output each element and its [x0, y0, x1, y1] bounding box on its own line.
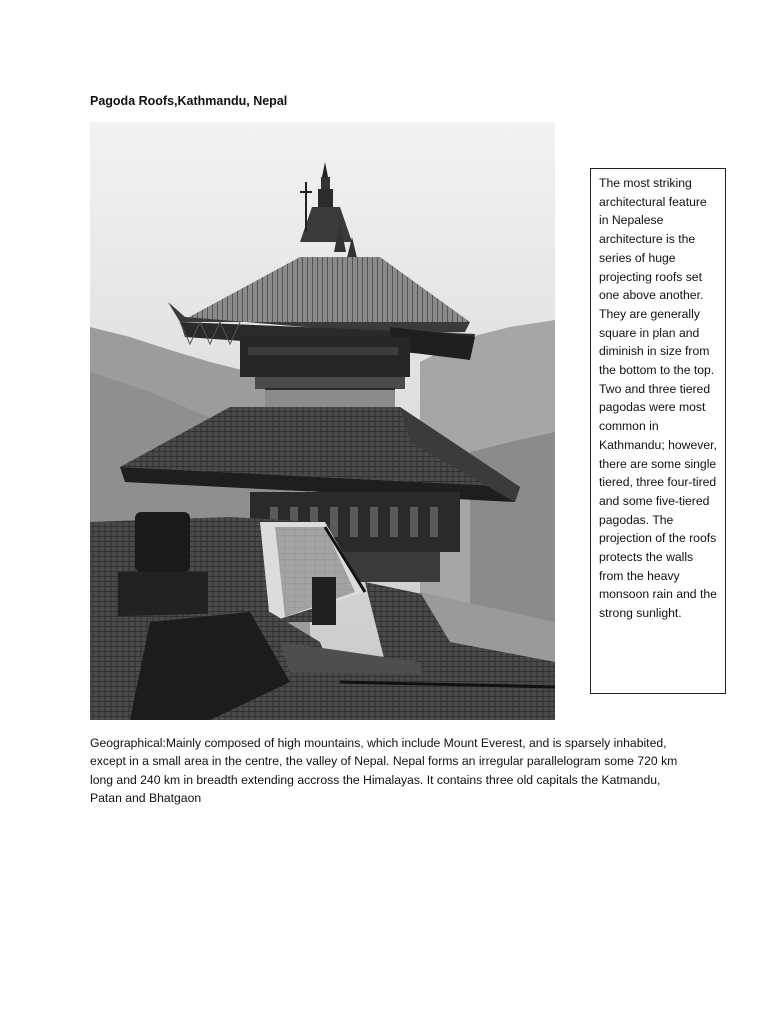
- pagoda-photo: [90, 122, 555, 720]
- pagoda-upper-body: [240, 337, 410, 414]
- pagoda-illustration: [90, 122, 555, 720]
- water-tank: [135, 512, 190, 572]
- sidebar-paragraph: The most striking architectural feature in Nepalese architecture is the series of huge projecting roofs set one above another. They are generally square in plan and diminish in size from the bottom to the top. Two and three tiered pagodas were most common in Kathmandu; however, there are some single tiered, three four-tired and some five-tiered pagodas. The projection of the roofs protects the walls from the heavy monsoon rain and the strong sunlight.: [599, 176, 717, 621]
- geographical-paragraph: Geographical:Mainly composed of high mountains, which include Mount Everest, and is sparsely inhabited, except in a small area in the centre, the valley of Nepal. Nepal forms an irregular parallelogram some 720 km long and 240 km in breadth extending accross the Himalayas. It contains three old capitals the Katmandu, Patan and Bhatgaon: [90, 736, 678, 805]
- document-title: Pagoda Roofs,Kathmandu, Nepal: [90, 94, 288, 108]
- sidebar-textbox: [590, 168, 726, 694]
- dormer-window: [312, 577, 336, 625]
